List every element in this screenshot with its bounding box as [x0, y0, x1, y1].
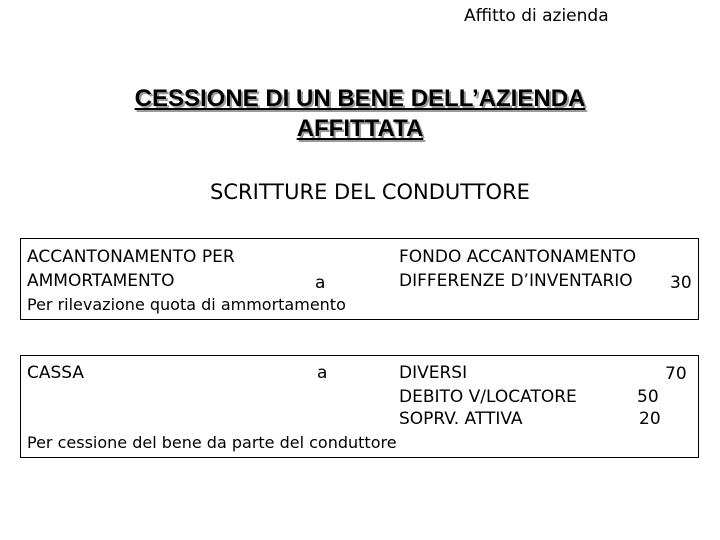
credit-total-amount: 70	[665, 364, 687, 384]
credit-total-label: DIVERSI	[399, 363, 468, 383]
page-title-line-2: AFFITTATA	[296, 115, 424, 142]
page-subtitle: SCRITTURE DEL CONDUTTORE	[210, 180, 530, 204]
debit-account-line-2: AMMORTAMENTO	[27, 271, 175, 291]
entry-separator: a	[317, 363, 328, 383]
entry-separator: a	[315, 273, 326, 293]
credit-item-label: SOPRV. ATTIVA	[399, 409, 523, 429]
journal-entry-depreciation	[20, 238, 699, 320]
debit-account-line-1: ACCANTONAMENTO PER	[27, 247, 235, 267]
page-title-line-1: CESSIONE DI UN BENE DELL’AZIENDA	[134, 85, 586, 112]
credit-amount: 30	[670, 273, 692, 293]
credit-account-line-1: FONDO ACCANTONAMENTO	[399, 247, 637, 267]
debit-account-line-1: CASSA	[27, 363, 85, 383]
page-title	[0, 84, 720, 144]
header-label: Affitto di azienda	[464, 6, 609, 26]
journal-entry-asset-sale	[20, 355, 699, 458]
entry-description: Per cessione del bene da parte del conduttore	[27, 433, 397, 452]
credit-account-line-2: DIFFERENZE D’INVENTARIO	[399, 271, 633, 291]
credit-item-label: DEBITO V/LOCATORE	[399, 387, 577, 407]
credit-item-amount: 50	[637, 387, 659, 407]
entry-description: Per rilevazione quota di ammortamento	[27, 295, 346, 314]
credit-item-amount: 20	[639, 409, 661, 429]
